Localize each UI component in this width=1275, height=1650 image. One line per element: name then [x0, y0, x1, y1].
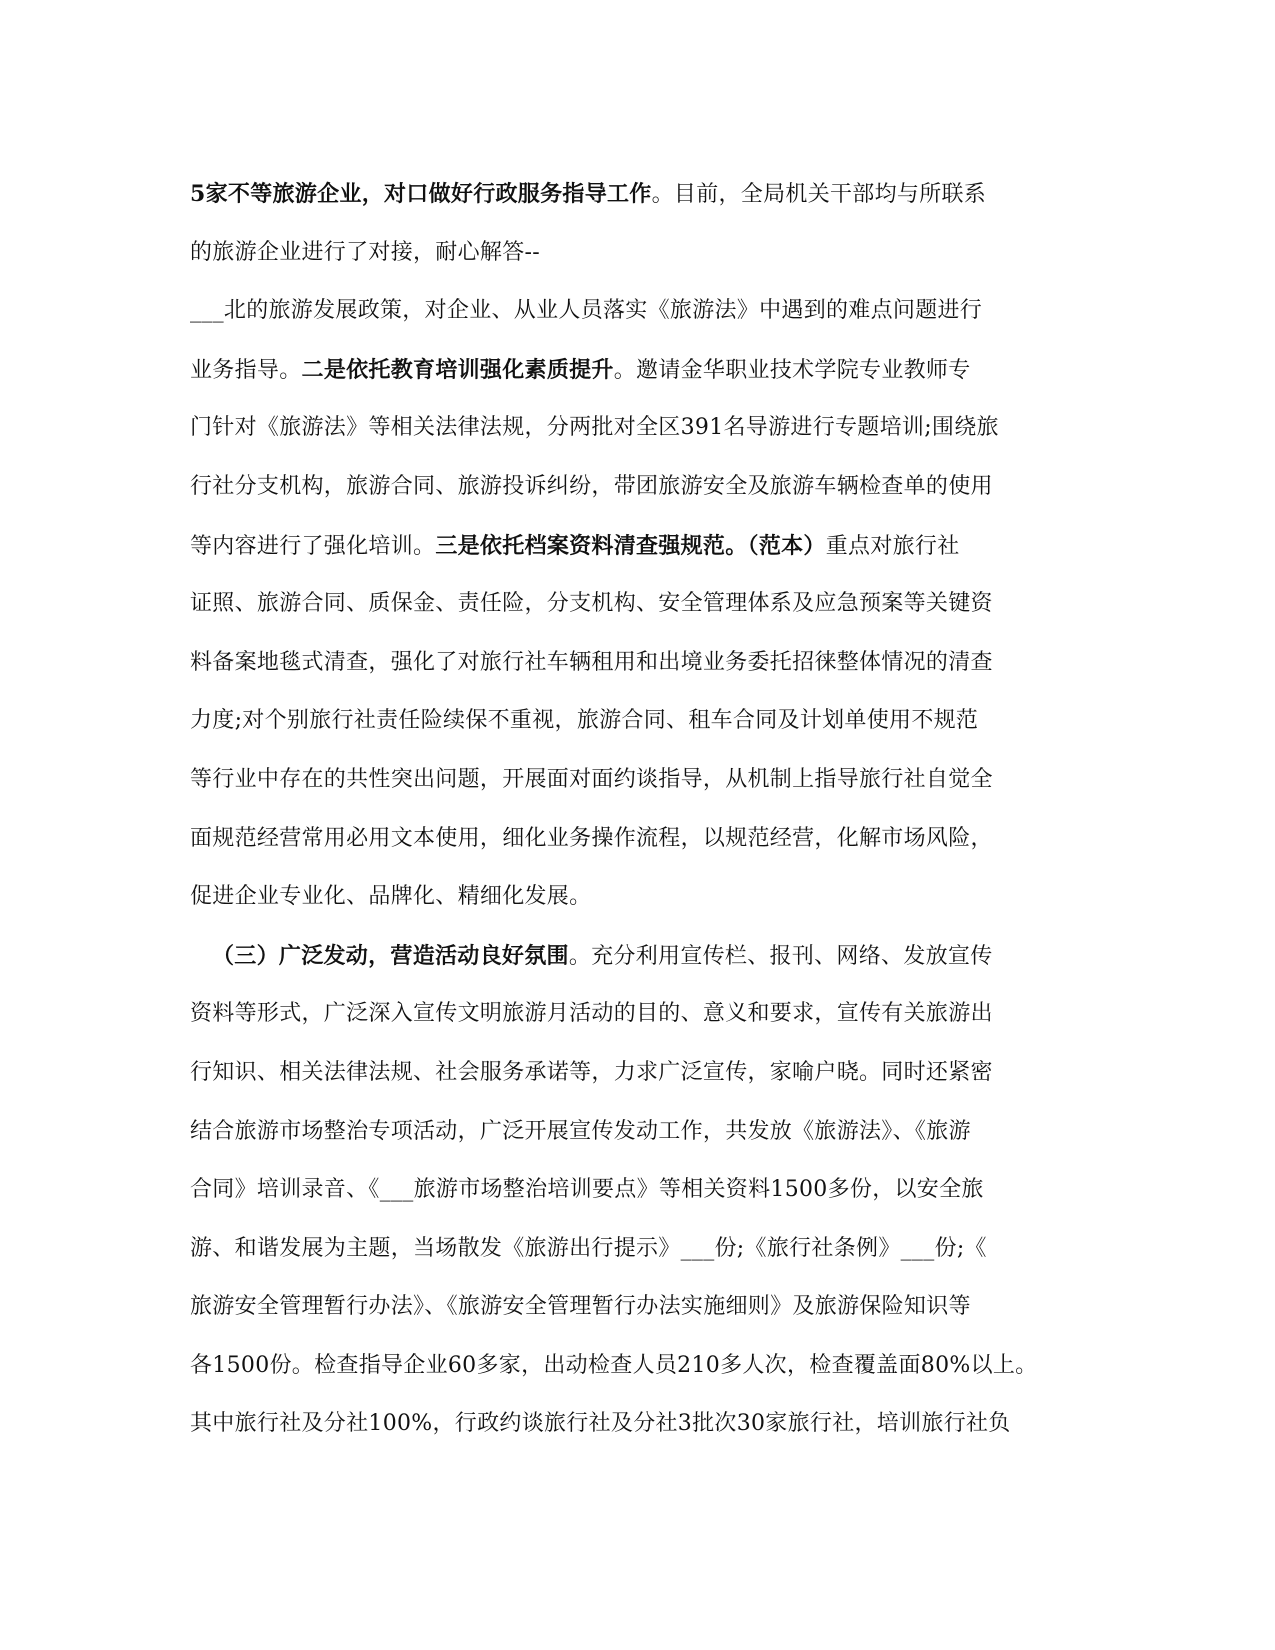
text-segment: 行社分支机构，旅游合同、旅游投诉纠纷，带团旅游安全及旅游车辆检查单的使用	[190, 473, 993, 499]
text-line	[190, 1337, 1085, 1396]
text-line	[190, 282, 1085, 341]
text-line	[190, 1278, 1085, 1337]
text-line	[190, 399, 1085, 458]
text-segment: 旅游安全管理暂行办法》、《旅游安全管理暂行办法实施细则》及旅游保险知识等	[190, 1294, 971, 1320]
text-line	[190, 1161, 1085, 1220]
text-segment: 。邀请金华职业技术学院专业教师专	[613, 357, 971, 383]
text-line	[190, 165, 1085, 224]
text-line	[190, 692, 1085, 751]
text-segment: 结合旅游市场整治专项活动，广泛开展宣传发动工作，共发放《旅游法》、《旅游	[190, 1118, 971, 1144]
text-segment: 力度;对个别旅行社责任险续保不重视，旅游合同、租车合同及计划单使用不规范	[190, 708, 979, 734]
text-line	[190, 985, 1085, 1044]
text-segment: 资料等形式，广泛深入宣传文明旅游月活动的目的、意义和要求，宣传有关旅游出	[190, 1001, 993, 1027]
text-segment: 料备案地毯式清查，强化了对旅行社车辆租用和出境业务委托招徕整体情况的清查	[190, 649, 993, 675]
text-segment: 各1500份。检查指导企业60多家，出动检查人员210多人次，检查覆盖面80%以上。	[190, 1352, 1038, 1378]
text-line	[190, 517, 1085, 576]
text-line	[190, 341, 1085, 400]
text-segment: 游、和谐发展为主题，当场散发《旅游出行提示》___份;《旅行社条例》___份;《	[190, 1235, 987, 1261]
text-segment: ___北的旅游发展政策，对企业、从业人员落实《旅游法》中遇到的难点问题进行	[190, 298, 983, 324]
text-line	[190, 810, 1085, 869]
bold-text-segment: 5家不等旅游企业，对口做好行政服务指导工作	[190, 181, 652, 207]
text-line	[190, 575, 1085, 634]
text-segment: 。充分利用宣传栏、报刊、网络、发放宣传	[568, 943, 993, 969]
text-segment: 证照、旅游合同、质保金、责任险，分支机构、安全管理体系及应急预案等关键资	[190, 591, 993, 617]
text-segment: 行知识、相关法律法规、社会服务承诺等，力求广泛宣传，家喻户晓。同时还紧密	[190, 1059, 993, 1085]
text-segment: 等内容进行了强化培训。	[190, 533, 436, 559]
text-line	[190, 458, 1085, 517]
text-line	[190, 1220, 1085, 1279]
text-segment: 合同》培训录音、《___旅游市场整治培训要点》等相关资料1500多份，以安全旅	[190, 1177, 984, 1203]
text-segment: 的旅游企业进行了对接，耐心解答--	[190, 239, 540, 265]
bold-text-segment: 二是依托教育培训强化素质提升	[301, 356, 614, 383]
text-line	[190, 1044, 1085, 1103]
text-line	[190, 224, 1085, 283]
text-line	[190, 868, 1085, 927]
text-segment: 重点对旅行社	[825, 533, 960, 559]
text-segment: 等行业中存在的共性突出问题，开展面对面约谈指导，从机制上指导旅行社自觉全	[190, 766, 993, 792]
text-line	[190, 751, 1085, 810]
text-line	[190, 1103, 1085, 1162]
text-line	[190, 634, 1085, 693]
bold-text-segment: 三是依托档案资料清查强规范。（范本）	[435, 532, 826, 559]
text-segment: 促进企业专业化、品牌化、精细化发展。	[190, 884, 592, 910]
text-segment: 门针对《旅游法》等相关法律法规，分两批对全区391名导游进行专题培训;围绕旅	[190, 415, 999, 441]
text-segment: 。目前，全局机关干部均与所联系	[651, 182, 987, 207]
text-segment: 业务指导。	[190, 357, 302, 383]
bold-text-segment: （三）广泛发动，营造活动良好氛围	[212, 942, 569, 969]
text-segment: 面规范经营常用必用文本使用，细化业务操作流程，以规范经营，化解市场风险，	[190, 825, 993, 851]
text-segment: 其中旅行社及分社100%，行政约谈旅行社及分社3批次30家旅行社，培训旅行社负	[190, 1411, 1011, 1437]
text-line	[190, 927, 1085, 986]
document-body	[190, 165, 1085, 1454]
text-line	[190, 1395, 1085, 1454]
